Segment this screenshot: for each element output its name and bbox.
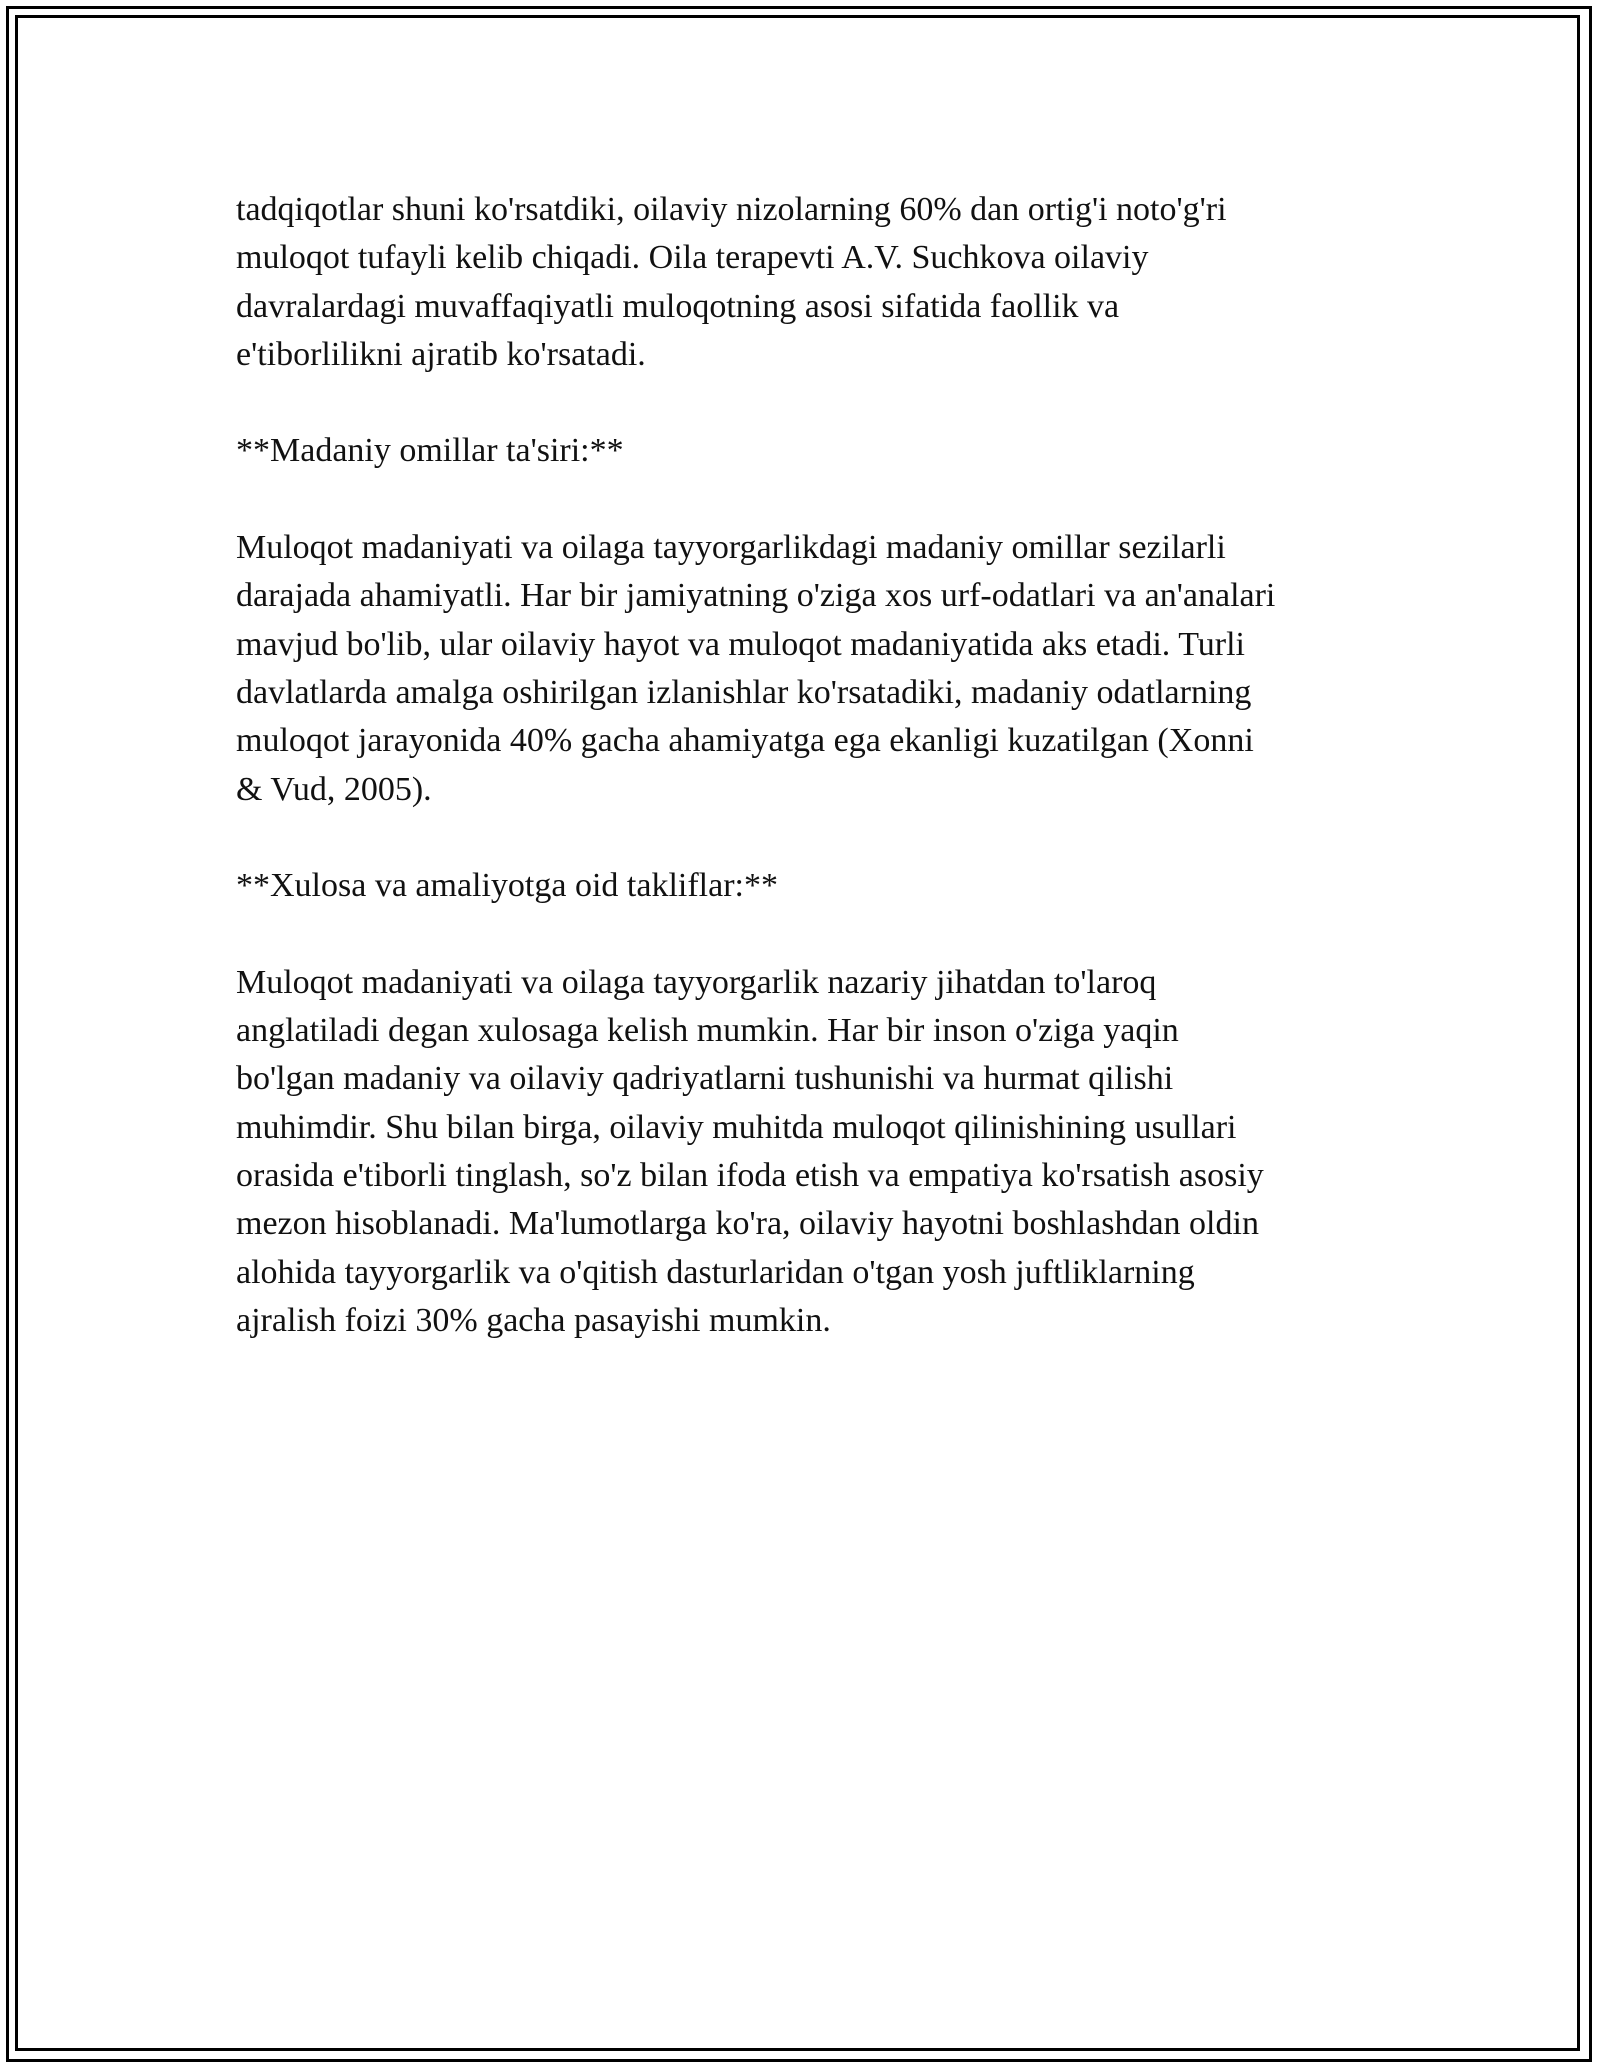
- paragraph-conclusion: Muloqot madaniyati va oilaga tayyorgarlik nazariy jihatdan to'laroq anglatiladi degan xulosaga kelish mumkin. Har bir inson o'ziga yaqin bo'lgan madaniy va oilaviy qadriyatlarni tushunishi va hurmat qilishi muhimdir. Shu bilan birga, oilaviy muhitda muloqot qilinishining usullari orasida e'tiborli tinglash, so'z bilan ifoda etish va empatiya ko'rsatish asosiy mezon hisoblanadi. Ma'lumotlarga ko'ra, oilaviy hayotni boshlashdan oldin alohida tayyorgarlik va o'qitish dasturlaridan o'tgan yosh juftliklarning ajralish foizi 30% gacha pasayishi mumkin.: [236, 963, 1264, 1339]
- paragraph-cultural-factors: Muloqot madaniyati va oilaga tayyorgarlikdagi madaniy omillar sezilarli darajada ahamiyatli. Har bir jamiyatning o'ziga xos urf-odatlari va an'analari mavjud bo'lib, ular oilaviy hayot va muloqot madaniyatida aks etadi. Turli davlatlarda amalga oshirilgan izlanishlar ko'rsatadiki, madaniy odatlarning muloqot jarayonida 40% gacha ahamiyatga ega ekanligi kuzatilgan (Xonni & Vud, 2005).: [236, 529, 1276, 808]
- paragraph-intro: tadqiqotlar shuni ko'rsatdiki, oilaviy nizolarning 60% dan ortig'i noto'g'ri muloqot tufayli kelib chiqadi. Oila terapevti A.V. Suchkova oilaviy davralardagi muvaffaqiyatli muloqotning asosi sifatida faollik va e'tiborlilikni ajratib ko'rsatadi.: [236, 191, 1227, 373]
- document-body: [236, 186, 1376, 1393]
- section-heading-cultural-factors: **Madaniy omillar ta'siri:**: [236, 432, 624, 470]
- section-heading-conclusion: **Xulosa va amaliyotga oid takliflar:**: [236, 867, 778, 905]
